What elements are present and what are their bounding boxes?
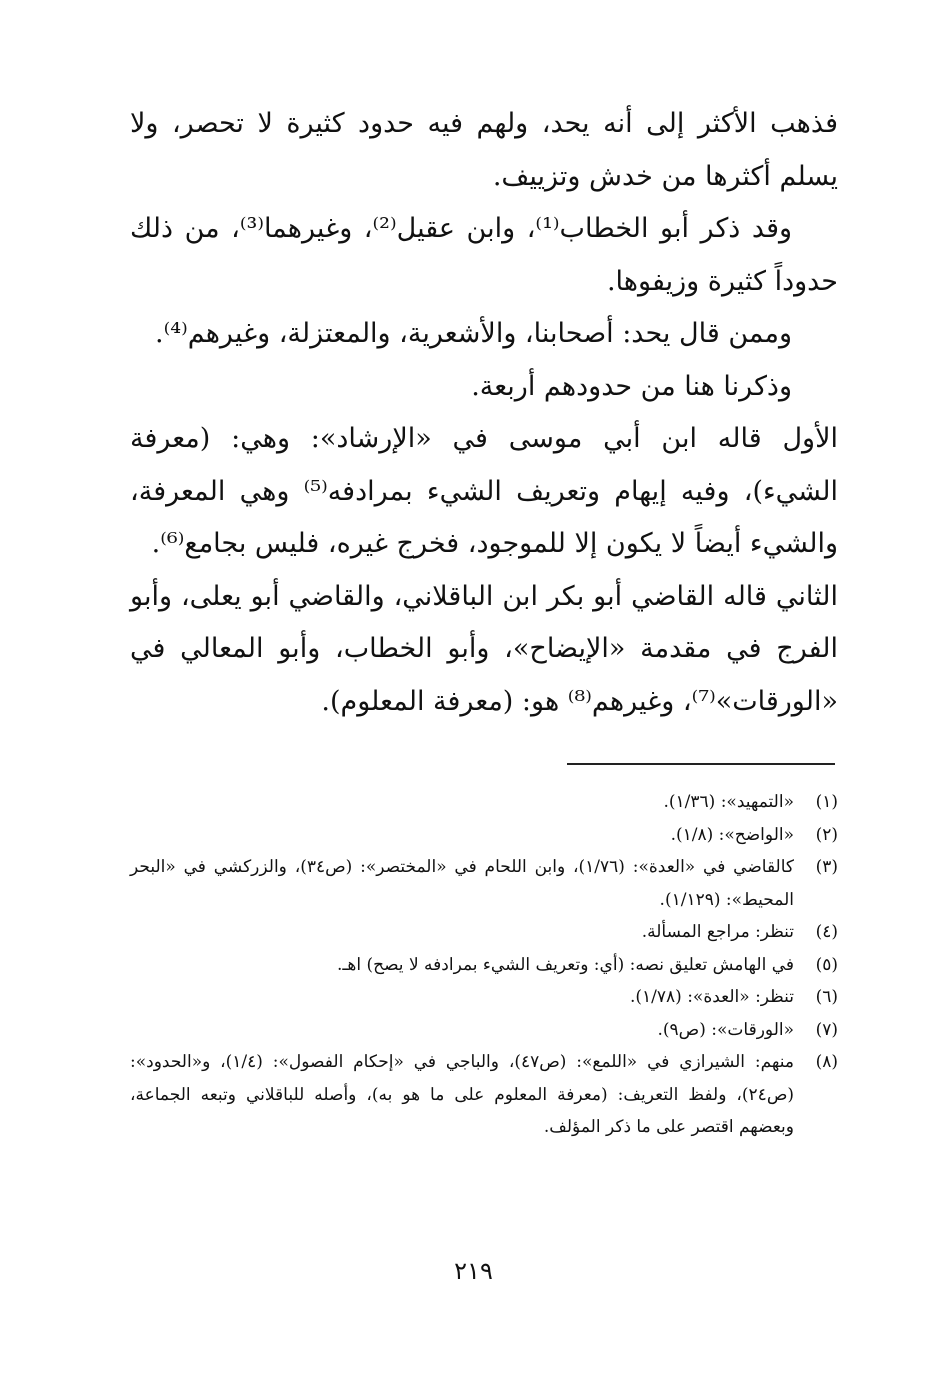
footnote — [130, 916, 838, 949]
footnote-number: (٦) — [815, 987, 838, 1007]
footnote — [130, 786, 838, 819]
footnote-text: منهم: الشيرازي في «اللمع»: (ص٤٧)، والباجي في «إحكام الفصول»: (١/٤)، و«الحدود»: (ص٢٤)، ولفظ التعريف: (معرفة المعلوم على ما هو به)، وأصله للباقلاني وتبعه الجماعة، وبعضهم اقتصر على ما ذكر المؤلف. — [130, 1052, 795, 1137]
footnote-number: (٢) — [815, 824, 838, 845]
footnote-text: تنظر: «العدة»: (١/٧٨). — [630, 987, 794, 1007]
paragraph: وقد ذكر أبو الخطاب⁽¹⁾، وابن عقيل⁽²⁾، وغيرهما⁽³⁾، من ذلك حدوداً كثيرة وزيفوها. — [130, 213, 838, 297]
footnote — [130, 851, 838, 916]
paragraph: الثاني قاله القاضي أبو بكر ابن الباقلاني، والقاضي أبو يعلى، وأبو الفرج في مقدمة «الإيضاح»، وأبو الخطاب، وأبو المعالي في «الورقات»⁽⁷⁾، وغيرهم⁽⁸⁾ هو: (معرفة المعلوم). — [130, 580, 838, 717]
footnote-number: (٣) — [815, 857, 838, 877]
paragraph: وممن قال يحد: أصحابنا، والأشعرية، والمعتزلة، وغيرهم⁽⁴⁾. — [155, 318, 792, 349]
paragraph: وذكرنا هنا من حدودهم أربعة. — [471, 370, 792, 402]
footnote-number: (٧) — [815, 1019, 838, 1040]
footnote — [130, 819, 838, 852]
footnote — [130, 949, 838, 982]
footnotes — [130, 786, 838, 1144]
footnote — [130, 1046, 838, 1144]
footnote-text: «الواضح»: (١/٨). — [670, 824, 794, 845]
footnote-number: (٥) — [815, 954, 838, 975]
footnote-divider — [567, 763, 835, 765]
footnote-text: «التمهيد»: (١/٣٦). — [663, 792, 794, 812]
footnote-number: (٨) — [815, 1052, 838, 1072]
paragraph: الأول قاله ابن أبي موسى في «الإرشاد»: وهي: (معرفة الشيء)، وفيه إيهام وتعريف الشيء بمرادفه⁽⁵⁾ وهي المعرفة، والشيء أيضاً لا يكون إلا للموجود، فخرج غيره، فليس بجامع⁽⁶⁾. — [130, 423, 839, 559]
footnote-text: كالقاضي في «العدة»: (١/٧٦)، وابن اللحام في «المختصر»: (ص٣٤)، والزركشي في «البحر المحيط»: (١/١٢٩). — [130, 857, 794, 910]
footnote-number: (١) — [815, 792, 838, 812]
footnote — [130, 1014, 838, 1047]
footnote-number: (٤) — [815, 922, 838, 942]
page-number: ٢١٩ — [454, 1257, 493, 1285]
main-text — [130, 98, 838, 728]
footnote-text: «الورقات»: (ص٩). — [657, 1019, 794, 1040]
paragraph: فذهب الأكثر إلى أنه يحد، ولهم فيه حدود كثيرة لا تحصر، ولا يسلم أكثرها من خدش وتزييف. — [130, 108, 838, 192]
footnote-text: تنظر: مراجع المسألة. — [641, 922, 794, 942]
footnote-text: في الهامش تعليق نصه: (أي: وتعريف الشيء بمرادفه لا يصح) اهـ. — [336, 954, 794, 975]
footnote — [130, 981, 838, 1014]
